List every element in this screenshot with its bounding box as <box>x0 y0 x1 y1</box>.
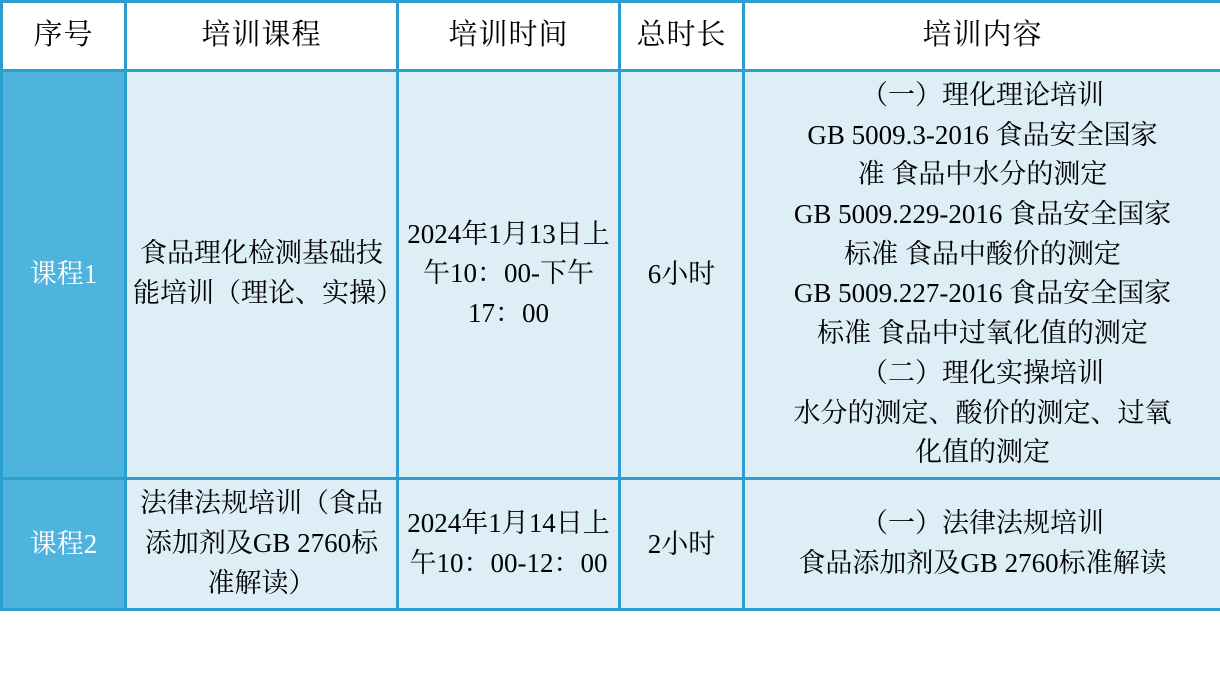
content-line: 准 食品中水分的测定 <box>857 159 1108 190</box>
cell-content-course1 <box>744 71 1220 479</box>
table-row <box>2 478 1220 609</box>
table-row <box>2 71 1220 479</box>
header-cell-content: 培训内容 <box>744 2 1220 71</box>
content-line: （一）理化理论培训 <box>861 80 1104 110</box>
content-line: （二）理化实操培训 <box>861 357 1104 388</box>
table-header <box>2 2 1220 71</box>
cell-duration-course1: 6小时 <box>620 71 744 479</box>
cell-course-course2: 法律法规培训（食品添加剂及GB 2760标准解读） <box>126 478 398 609</box>
content-line: GB 5009.229-2016 食品安全国家 <box>793 199 1172 230</box>
cell-duration-course2: 2小时 <box>620 478 744 609</box>
table-header-row <box>2 2 1220 71</box>
content-line: 标准 食品中过氧化值的测定 <box>817 318 1148 349</box>
header-cell-index: 序号 <box>2 2 126 71</box>
cell-content-course2 <box>744 478 1220 609</box>
header-cell-course: 培训课程 <box>126 2 398 71</box>
content-line: 标准 食品中酸价的测定 <box>844 238 1121 269</box>
content-line: GB 5009.227-2016 食品安全国家 <box>793 278 1172 309</box>
content-line: 化值的测定 <box>915 437 1050 468</box>
cell-index-course2: 课程2 <box>2 478 126 609</box>
cell-course-course1: 食品理化检测基础技能培训（理论、实操） <box>126 71 398 479</box>
table-body <box>2 71 1220 610</box>
header-cell-time: 培训时间 <box>398 2 620 71</box>
content-line: 水分的测定、酸价的测定、过氧 <box>793 397 1172 428</box>
content-line: （一）法律法规培训 <box>861 508 1104 539</box>
content-line: 食品添加剂及GB 2760标准解读 <box>798 547 1167 578</box>
cell-index-course1: 课程1 <box>2 71 126 479</box>
header-cell-duration: 总时长 <box>620 2 744 71</box>
cell-time-course2: 2024年1月14日上午10：00-12：00 <box>398 478 620 609</box>
cell-time-course1: 2024年1月13日上午10：00-下午17：00 <box>398 71 620 479</box>
content-line: GB 5009.3-2016 食品安全国家 <box>807 119 1158 150</box>
